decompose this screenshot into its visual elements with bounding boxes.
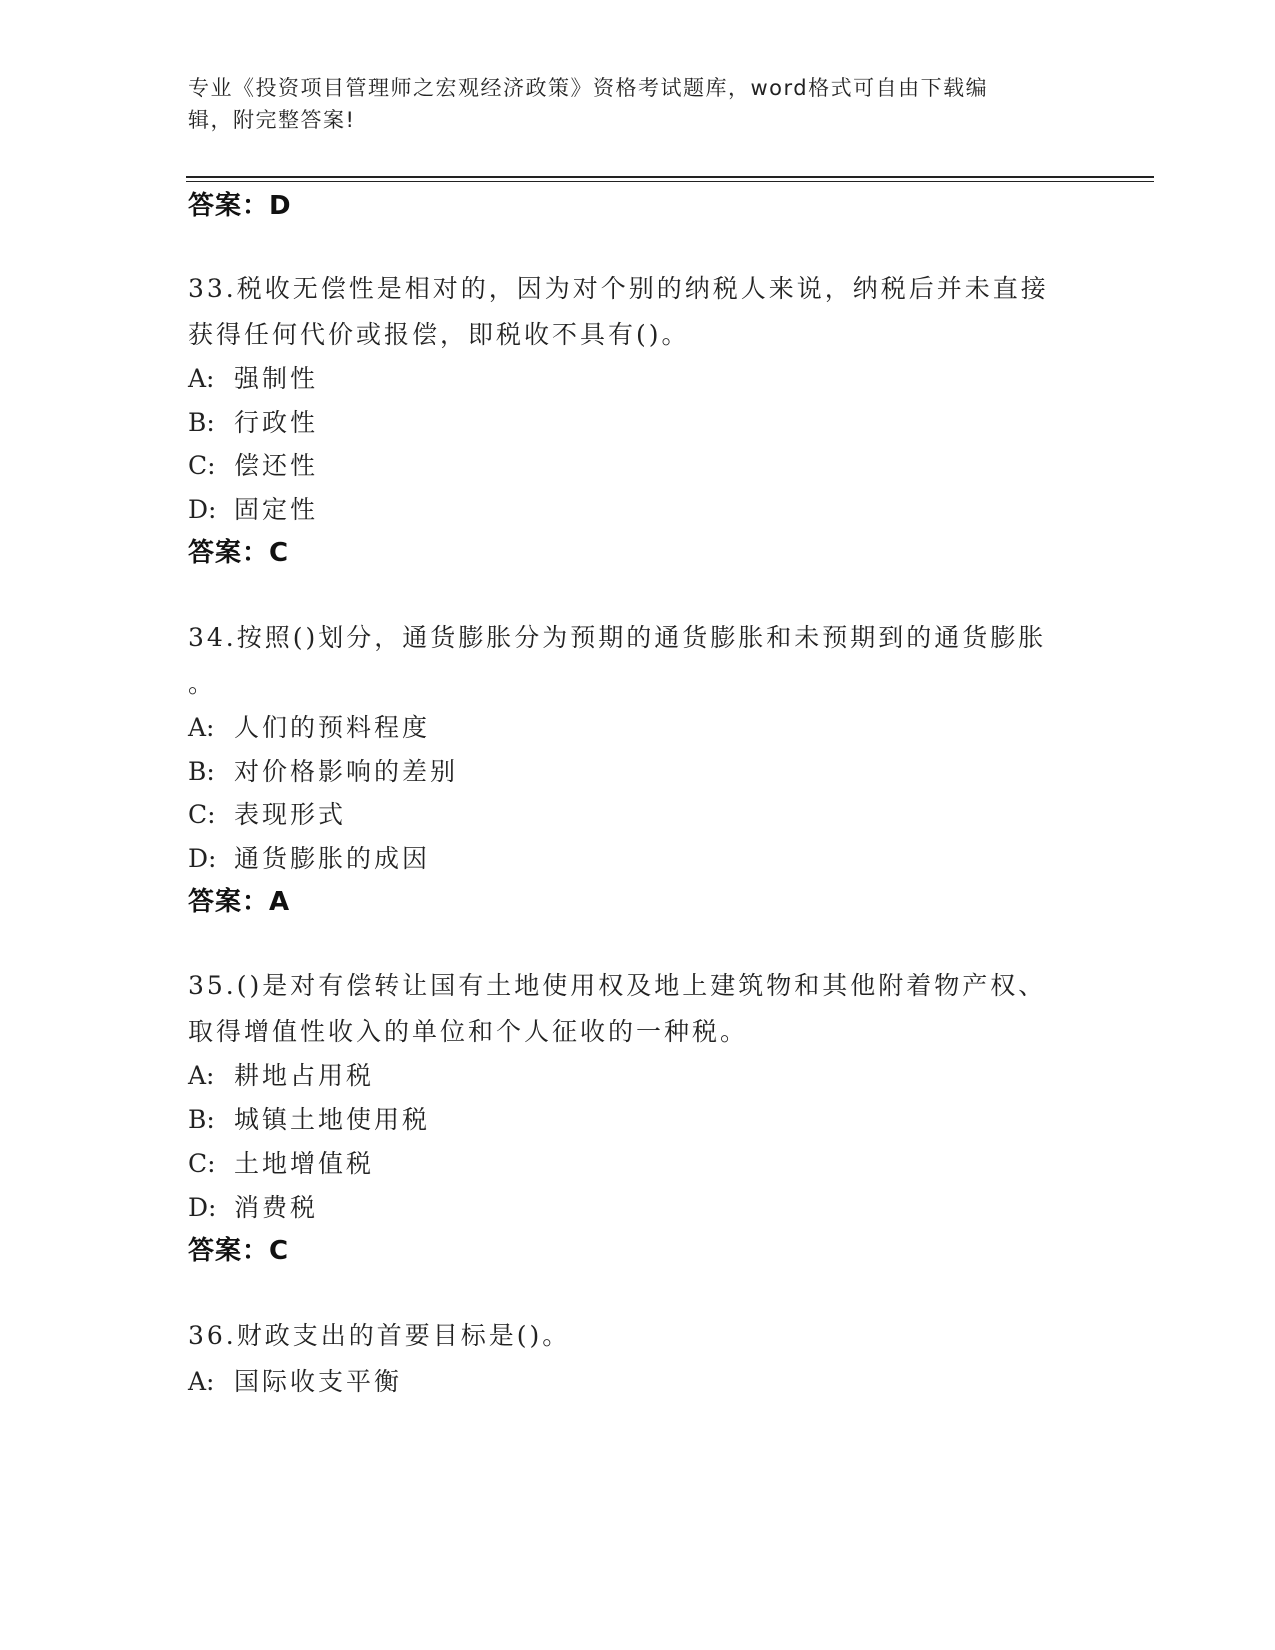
option-34-c [188,792,346,837]
option-34-d [188,836,430,881]
header-rule-thin [186,181,1154,182]
option-35-a [188,1053,374,1098]
option-text: 行政性 [234,408,319,437]
option-text: 土地增值税 [234,1149,375,1178]
option-letter: D: [188,844,217,873]
document-header [188,72,1068,136]
question-35-line-1: 35.()是对有偿转让国有土地使用权及地上建筑物和其他附着物产权、 [188,971,1047,1000]
option-letter: A: [188,1367,215,1396]
option-letter: A: [188,364,215,393]
header-rule-thick [186,176,1154,178]
option-text: 城镇土地使用税 [234,1105,431,1134]
question-36 [188,1313,1088,1359]
question-35-line-2: 取得增值性收入的单位和个人征收的一种税。 [188,1017,749,1046]
option-text: 国际收支平衡 [234,1367,403,1396]
answer-33: 答案：C [188,538,290,568]
option-text: 对价格影响的差别 [234,757,459,786]
option-text: 表现形式 [234,800,347,829]
option-35-d [188,1185,318,1230]
option-text: 通货膨胀的成因 [234,844,431,873]
option-letter: B: [188,1105,215,1134]
option-letter: B: [188,408,215,437]
option-35-b [188,1097,430,1142]
option-letter: A: [188,713,215,742]
question-33-line-1: 33.税收无偿性是相对的，因为对个别的纳税人来说，纳税后并未直接 [188,274,1049,303]
answer-prev: 答案：D [188,191,292,221]
option-text: 固定性 [234,495,319,524]
option-33-a [188,356,318,401]
option-text: 耕地占用税 [234,1061,375,1090]
option-34-b [188,749,458,794]
question-36-line-1: 36.财政支出的首要目标是()。 [188,1321,571,1350]
header-line-2: 辑，附完整答案! [188,108,356,132]
header-line-1: 专业《投资项目管理师之宏观经济政策》资格考试题库，word格式可自由下载编 [188,76,989,100]
option-text: 人们的预料程度 [234,713,431,742]
option-34-a [188,705,430,750]
question-34 [188,615,1088,707]
question-34-line-1: 34.按照()划分，通货膨胀分为预期的通货膨胀和未预期到的通货膨胀 [188,623,1047,652]
option-33-d [188,487,318,532]
option-letter: D: [188,1193,217,1222]
option-letter: C: [188,800,216,829]
question-33-line-2: 获得任何代价或报偿，即税收不具有()。 [188,320,690,349]
option-36-a [188,1359,402,1404]
answer-34: 答案：A [188,887,291,917]
question-35 [188,963,1088,1055]
option-35-c [188,1141,374,1186]
question-33 [188,266,1088,358]
option-text: 偿还性 [234,451,319,480]
option-letter: B: [188,757,215,786]
option-33-c [188,443,318,488]
option-text: 消费税 [234,1193,319,1222]
option-letter: A: [188,1061,215,1090]
option-letter: D: [188,495,217,524]
option-letter: C: [188,1149,216,1178]
question-34-line-2: 。 [188,669,217,698]
option-33-b [188,400,318,445]
option-letter: C: [188,451,216,480]
answer-35: 答案：C [188,1236,290,1266]
option-text: 强制性 [234,364,319,393]
